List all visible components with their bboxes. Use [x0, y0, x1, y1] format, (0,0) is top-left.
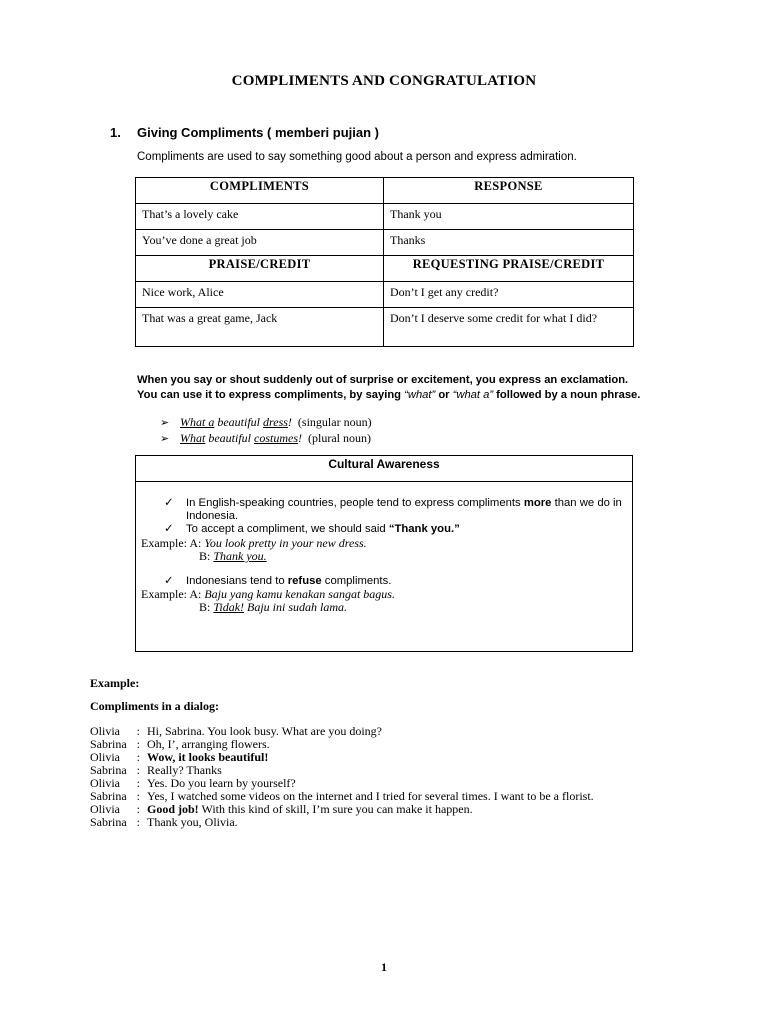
text-span: B:	[199, 549, 211, 563]
table-cell: You’ve done a great job	[136, 230, 384, 256]
compliments-table	[135, 177, 634, 347]
text-span: :	[136, 789, 140, 803]
text-span: dress	[263, 415, 288, 429]
text-span: :	[136, 815, 140, 829]
text-span: Hi, Sabrina. You look busy. What are you doing?	[147, 724, 382, 738]
check-icon: ✓	[164, 523, 174, 535]
text-span: beautiful	[205, 431, 255, 445]
text-span: (plural noun)	[302, 431, 371, 445]
text-span: more	[523, 497, 552, 509]
text-span: Sabrina	[90, 815, 127, 829]
item-text	[186, 523, 622, 536]
table-cell: Nice work, Alice	[136, 282, 384, 308]
text-span: :	[136, 724, 140, 738]
item-text	[186, 497, 622, 523]
text-span: With this kind of skill, I’m sure you can make it happen.	[198, 802, 473, 816]
text-span: costumes	[254, 431, 299, 445]
text-span: :	[136, 776, 140, 790]
example-text	[180, 431, 371, 446]
text-span: A:	[189, 536, 202, 550]
example-line	[199, 550, 267, 563]
text-span: or	[435, 389, 453, 401]
list-item	[160, 415, 372, 431]
text-span: Oh, I’, arranging flowers.	[147, 737, 270, 751]
arrow-bullet-icon: ➢	[160, 433, 170, 445]
text-span: You can use it to express compliments, by saying	[137, 389, 405, 401]
table-row	[136, 282, 634, 308]
table-header-cell: PRAISE/CREDIT	[136, 256, 384, 282]
text-span: :	[136, 763, 140, 777]
text-span: To accept a compliment, we should said	[186, 523, 389, 535]
text-span: Sabrina	[90, 789, 127, 803]
text-span: Indonesians tend to	[186, 575, 288, 587]
table-cell: Don’t I get any credit?	[384, 282, 634, 308]
text-span: !	[298, 431, 303, 445]
text-span: Baju yang kamu kenakan sangat bagus.	[204, 587, 395, 601]
text-span: B:	[199, 600, 211, 614]
exclamation-paragraph	[137, 373, 697, 403]
page-number: 1	[381, 960, 387, 974]
text-span: You look pretty in your new dress.	[204, 536, 367, 550]
table-row	[136, 230, 634, 256]
text-span: Thank you.	[213, 549, 267, 563]
table-cell: Thanks	[384, 230, 634, 256]
text-span: :	[136, 737, 140, 751]
table-row	[136, 204, 634, 230]
dialog-line	[90, 816, 594, 829]
cultural-awareness-box	[135, 455, 633, 652]
section-number: 1.	[110, 125, 121, 140]
exclamation-examples	[160, 415, 372, 447]
text-span: Baju ini sudah lama.	[244, 600, 348, 614]
example-line	[199, 601, 347, 614]
exclamation-line-2	[137, 388, 697, 403]
text-span: Sabrina	[90, 763, 127, 777]
section-intro: Compliments are used to say something good about a person and express admiration.	[137, 151, 577, 163]
table-header-cell: COMPLIMENTS	[136, 178, 384, 204]
arrow-bullet-icon: ➢	[160, 417, 170, 429]
quote-what-a: “what a”	[452, 389, 494, 401]
text-span: Yes, I watched some videos on the internet and I tried for several times. I want to be a florist.	[147, 789, 594, 803]
check-icon: ✓	[164, 497, 174, 509]
quote-what: “what”	[404, 389, 436, 401]
table-header-row	[136, 256, 634, 282]
text-span: Olivia	[90, 724, 120, 738]
text-span: :	[136, 802, 140, 816]
exclamation-line-1: When you say or shout suddenly out of surprise or excitement, you express an exclamation.	[137, 374, 629, 386]
table-header-row	[136, 178, 634, 204]
text-span: than we do in Indonesia.	[186, 497, 622, 522]
text-span: A:	[189, 587, 202, 601]
page-title: COMPLIMENTS AND CONGRATULATION	[231, 73, 537, 89]
text-span: “Thank you.”	[388, 523, 460, 535]
text-span: compliments.	[321, 575, 392, 587]
text-span: In English-speaking countries, people tend to express compliments	[186, 497, 524, 509]
section-heading	[110, 125, 379, 140]
text-span: followed by a noun phrase.	[493, 389, 641, 401]
dialog	[90, 725, 594, 829]
example-label: Example:	[141, 536, 187, 550]
text-span: What	[180, 431, 206, 445]
table-cell: That was a great game, Jack	[136, 308, 384, 347]
example-label: Example:	[141, 587, 187, 601]
text-span: Thank you, Olivia.	[147, 815, 238, 829]
check-icon: ✓	[164, 575, 174, 587]
text-span: :	[136, 750, 140, 764]
table-cell: Thank you	[384, 204, 634, 230]
text-span: Wow, it looks beautiful!	[147, 750, 269, 764]
section-heading-text: Giving Compliments ( memberi pujian )	[137, 125, 379, 140]
text-span: (singular noun)	[291, 415, 372, 429]
speaker	[90, 816, 147, 829]
table-row	[136, 308, 634, 347]
text-span: Yes. Do you learn by yourself?	[147, 776, 296, 790]
text-span: beautiful	[214, 415, 264, 429]
cultural-awareness-heading: Cultural Awareness	[136, 456, 632, 482]
table-cell: That’s a lovely cake	[136, 204, 384, 230]
text-span: Really? Thanks	[147, 763, 222, 777]
text-span: refuse	[287, 575, 322, 587]
text-span: Olivia	[90, 802, 120, 816]
table-header-cell: RESPONSE	[384, 178, 634, 204]
text-span: Tidak!	[213, 600, 245, 614]
text-span: Olivia	[90, 776, 120, 790]
text-span: Sabrina	[90, 737, 127, 751]
list-item	[164, 523, 624, 536]
example-heading: Example:	[90, 676, 140, 690]
list-item	[164, 497, 624, 523]
text-span: What a	[180, 415, 215, 429]
text-span: !	[287, 415, 292, 429]
table-cell: Don’t I deserve some credit for what I did?	[384, 308, 634, 347]
list-item	[160, 431, 372, 447]
dialog-heading: Compliments in a dialog:	[90, 699, 220, 713]
text-span: Olivia	[90, 750, 120, 764]
table-header-cell: REQUESTING PRAISE/CREDIT	[384, 256, 634, 282]
text-span: Good job!	[147, 802, 199, 816]
example-text	[180, 415, 372, 430]
